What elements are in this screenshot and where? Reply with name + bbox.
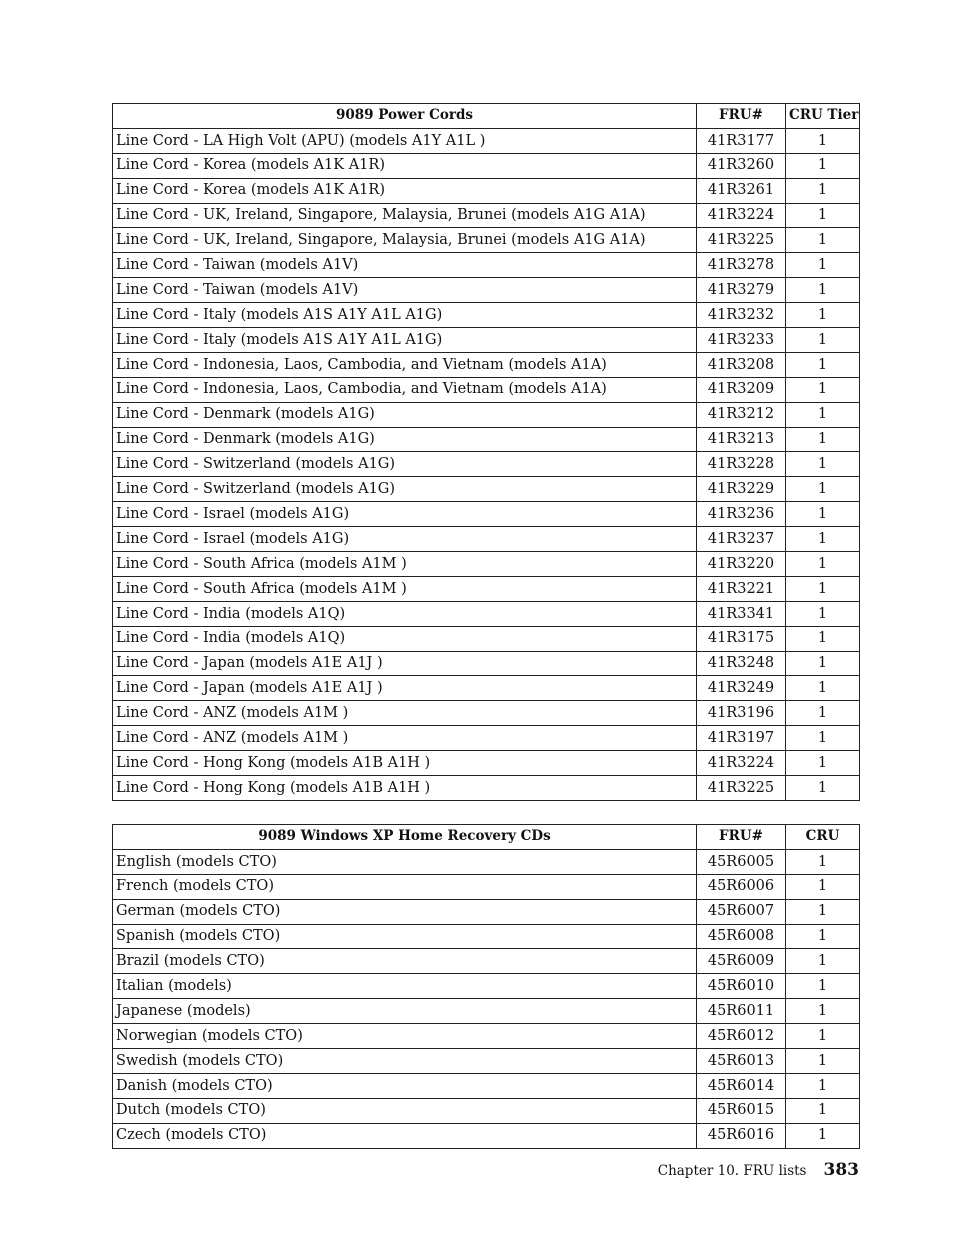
cell-fru-number: 41R3175 [697, 626, 786, 651]
cell-fru-number: 41R3261 [697, 178, 786, 203]
cell-description: Line Cord - South Africa (models A1M ) [113, 576, 697, 601]
table-row [113, 1098, 860, 1123]
table-row [113, 253, 860, 278]
cell-fru-number: 45R6013 [697, 1049, 786, 1074]
cell-fru-number: 41R3228 [697, 452, 786, 477]
cell-cru-tier: 1 [786, 701, 860, 726]
cell-description: Line Cord - ANZ (models A1M ) [113, 701, 697, 726]
cell-description: Line Cord - Italy (models A1S A1Y A1L A1G) [113, 303, 697, 328]
table-row [113, 452, 860, 477]
cell-description: Line Cord - Indonesia, Laos, Cambodia, and Vietnam (models A1A) [113, 352, 697, 377]
cell-description: Line Cord - UK, Ireland, Singapore, Malaysia, Brunei (models A1G A1A) [113, 203, 697, 228]
cell-description: Line Cord - UK, Ireland, Singapore, Malaysia, Brunei (models A1G A1A) [113, 228, 697, 253]
table-row [113, 228, 860, 253]
table-row [113, 849, 860, 874]
table-row [113, 751, 860, 776]
cell-cru-tier: 1 [786, 303, 860, 328]
cell-description: Danish (models CTO) [113, 1073, 697, 1098]
cell-description: Line Cord - Hong Kong (models A1B A1H ) [113, 776, 697, 801]
cell-cru-tier: 1 [786, 751, 860, 776]
cell-cru-tier: 1 [786, 676, 860, 701]
cell-fru-number: 41R3213 [697, 427, 786, 452]
table-header-row [113, 825, 860, 850]
table-row [113, 352, 860, 377]
cell-fru-number: 41R3237 [697, 527, 786, 552]
cell-fru-number: 41R3260 [697, 153, 786, 178]
cell-fru-number: 45R6008 [697, 924, 786, 949]
table-row [113, 701, 860, 726]
column-header-fru: FRU# [697, 104, 786, 129]
cell-description: Dutch (models CTO) [113, 1098, 697, 1123]
table-row [113, 502, 860, 527]
cell-description: Line Cord - India (models A1Q) [113, 626, 697, 651]
cell-description: Line Cord - Japan (models A1E A1J ) [113, 651, 697, 676]
cell-description: Line Cord - Korea (models A1K A1R) [113, 153, 697, 178]
cell-cru-tier: 1 [786, 874, 860, 899]
cell-fru-number: 41R3249 [697, 676, 786, 701]
cell-cru-tier: 1 [786, 377, 860, 402]
cell-description: Line Cord - Taiwan (models A1V) [113, 278, 697, 303]
table-row [113, 899, 860, 924]
cell-cru-tier: 1 [786, 924, 860, 949]
cell-cru-tier: 1 [786, 726, 860, 751]
cell-description: Line Cord - Denmark (models A1G) [113, 402, 697, 427]
page-footer [658, 1160, 859, 1180]
table-row [113, 924, 860, 949]
cell-description: Line Cord - Italy (models A1S A1Y A1L A1G) [113, 328, 697, 353]
table-row [113, 974, 860, 999]
table-row [113, 1123, 860, 1148]
cell-description: Czech (models CTO) [113, 1123, 697, 1148]
cell-fru-number: 41R3233 [697, 328, 786, 353]
cell-fru-number: 45R6015 [697, 1098, 786, 1123]
cell-cru-tier: 1 [786, 999, 860, 1024]
cell-cru-tier: 1 [786, 502, 860, 527]
table-row [113, 153, 860, 178]
table-row [113, 874, 860, 899]
table-row [113, 949, 860, 974]
table-row [113, 203, 860, 228]
cell-cru-tier: 1 [786, 203, 860, 228]
cell-cru-tier: 1 [786, 576, 860, 601]
cell-description: Line Cord - LA High Volt (APU) (models A1Y A1L ) [113, 128, 697, 153]
cell-cru-tier: 1 [786, 949, 860, 974]
cell-description: Line Cord - Hong Kong (models A1B A1H ) [113, 751, 697, 776]
cell-fru-number: 45R6006 [697, 874, 786, 899]
table-row [113, 576, 860, 601]
table-row [113, 402, 860, 427]
table-row [113, 128, 860, 153]
cell-cru-tier: 1 [786, 601, 860, 626]
cell-cru-tier: 1 [786, 228, 860, 253]
cell-description: English (models CTO) [113, 849, 697, 874]
cell-fru-number: 41R3279 [697, 278, 786, 303]
table-row [113, 651, 860, 676]
cell-cru-tier: 1 [786, 552, 860, 577]
cell-description: Spanish (models CTO) [113, 924, 697, 949]
cell-fru-number: 41R3236 [697, 502, 786, 527]
cell-cru-tier: 1 [786, 974, 860, 999]
table-row [113, 178, 860, 203]
table-row [113, 527, 860, 552]
cell-fru-number: 45R6007 [697, 899, 786, 924]
cell-fru-number: 41R3341 [697, 601, 786, 626]
table-row [113, 377, 860, 402]
cell-fru-number: 41R3177 [697, 128, 786, 153]
cell-description: Line Cord - South Africa (models A1M ) [113, 552, 697, 577]
cell-fru-number: 45R6010 [697, 974, 786, 999]
table-row [113, 427, 860, 452]
cell-description: Line Cord - Indonesia, Laos, Cambodia, and Vietnam (models A1A) [113, 377, 697, 402]
cell-fru-number: 41R3278 [697, 253, 786, 278]
power-cords-table [112, 103, 860, 801]
cell-description: German (models CTO) [113, 899, 697, 924]
cell-fru-number: 45R6005 [697, 849, 786, 874]
cell-cru-tier: 1 [786, 477, 860, 502]
table-row [113, 676, 860, 701]
table-row [113, 776, 860, 801]
table-row [113, 328, 860, 353]
cell-fru-number: 41R3224 [697, 203, 786, 228]
cell-cru-tier: 1 [786, 651, 860, 676]
cell-cru-tier: 1 [786, 278, 860, 303]
table-header-row [113, 104, 860, 129]
table-row [113, 1073, 860, 1098]
cell-description: Japanese (models) [113, 999, 697, 1024]
cell-description: Italian (models) [113, 974, 697, 999]
cell-cru-tier: 1 [786, 452, 860, 477]
cell-cru-tier: 1 [786, 527, 860, 552]
cell-description: Line Cord - Israel (models A1G) [113, 527, 697, 552]
cell-fru-number: 41R3232 [697, 303, 786, 328]
cell-description: Norwegian (models CTO) [113, 1024, 697, 1049]
cell-description: Line Cord - Switzerland (models A1G) [113, 477, 697, 502]
table-row [113, 1049, 860, 1074]
cell-fru-number: 41R3212 [697, 402, 786, 427]
column-header-cru: CRU [786, 825, 860, 850]
cell-fru-number: 41R3208 [697, 352, 786, 377]
power-cords-table-body [113, 128, 860, 800]
cell-cru-tier: 1 [786, 1098, 860, 1123]
cell-cru-tier: 1 [786, 1123, 860, 1148]
recovery-cds-table [112, 824, 860, 1149]
cell-fru-number: 41R3248 [697, 651, 786, 676]
table-row [113, 999, 860, 1024]
cell-fru-number: 41R3220 [697, 552, 786, 577]
cell-cru-tier: 1 [786, 328, 860, 353]
table-row [113, 278, 860, 303]
cell-cru-tier: 1 [786, 352, 860, 377]
cell-fru-number: 45R6009 [697, 949, 786, 974]
cell-cru-tier: 1 [786, 899, 860, 924]
cell-description: Swedish (models CTO) [113, 1049, 697, 1074]
cell-description: Line Cord - Switzerland (models A1G) [113, 452, 697, 477]
cell-cru-tier: 1 [786, 153, 860, 178]
cell-description: Line Cord - Israel (models A1G) [113, 502, 697, 527]
cell-cru-tier: 1 [786, 1073, 860, 1098]
cell-cru-tier: 1 [786, 402, 860, 427]
cell-fru-number: 45R6016 [697, 1123, 786, 1148]
table-row [113, 1024, 860, 1049]
column-header-description: 9089 Windows XP Home Recovery CDs [113, 825, 697, 850]
cell-cru-tier: 1 [786, 427, 860, 452]
cell-cru-tier: 1 [786, 776, 860, 801]
cell-description: Line Cord - Korea (models A1K A1R) [113, 178, 697, 203]
table-row [113, 601, 860, 626]
table-row [113, 626, 860, 651]
column-header-description: 9089 Power Cords [113, 104, 697, 129]
cell-description: French (models CTO) [113, 874, 697, 899]
cell-fru-number: 41R3225 [697, 228, 786, 253]
recovery-cds-table-body [113, 849, 860, 1148]
cell-cru-tier: 1 [786, 253, 860, 278]
cell-description: Line Cord - ANZ (models A1M ) [113, 726, 697, 751]
cell-description: Line Cord - Denmark (models A1G) [113, 427, 697, 452]
table-row [113, 552, 860, 577]
cell-fru-number: 41R3221 [697, 576, 786, 601]
column-header-fru: FRU# [697, 825, 786, 850]
cell-fru-number: 41R3224 [697, 751, 786, 776]
cell-fru-number: 41R3225 [697, 776, 786, 801]
cell-fru-number: 45R6011 [697, 999, 786, 1024]
cell-fru-number: 45R6014 [697, 1073, 786, 1098]
table-row [113, 477, 860, 502]
table-row [113, 726, 860, 751]
chapter-title: Chapter 10. FRU lists [657, 1163, 807, 1179]
cell-fru-number: 41R3229 [697, 477, 786, 502]
column-header-cru-tier: CRU Tier [786, 104, 860, 129]
cell-description: Line Cord - India (models A1Q) [113, 601, 697, 626]
cell-cru-tier: 1 [786, 1024, 860, 1049]
cell-fru-number: 41R3209 [697, 377, 786, 402]
cell-fru-number: 45R6012 [697, 1024, 786, 1049]
cell-cru-tier: 1 [786, 178, 860, 203]
cell-description: Line Cord - Taiwan (models A1V) [113, 253, 697, 278]
cell-cru-tier: 1 [786, 626, 860, 651]
table-row [113, 303, 860, 328]
cell-cru-tier: 1 [786, 1049, 860, 1074]
page-number: 383 [823, 1160, 859, 1180]
cell-fru-number: 41R3196 [697, 701, 786, 726]
cell-cru-tier: 1 [786, 128, 860, 153]
cell-description: Line Cord - Japan (models A1E A1J ) [113, 676, 697, 701]
cell-description: Brazil (models CTO) [113, 949, 697, 974]
cell-fru-number: 41R3197 [697, 726, 786, 751]
cell-cru-tier: 1 [786, 849, 860, 874]
